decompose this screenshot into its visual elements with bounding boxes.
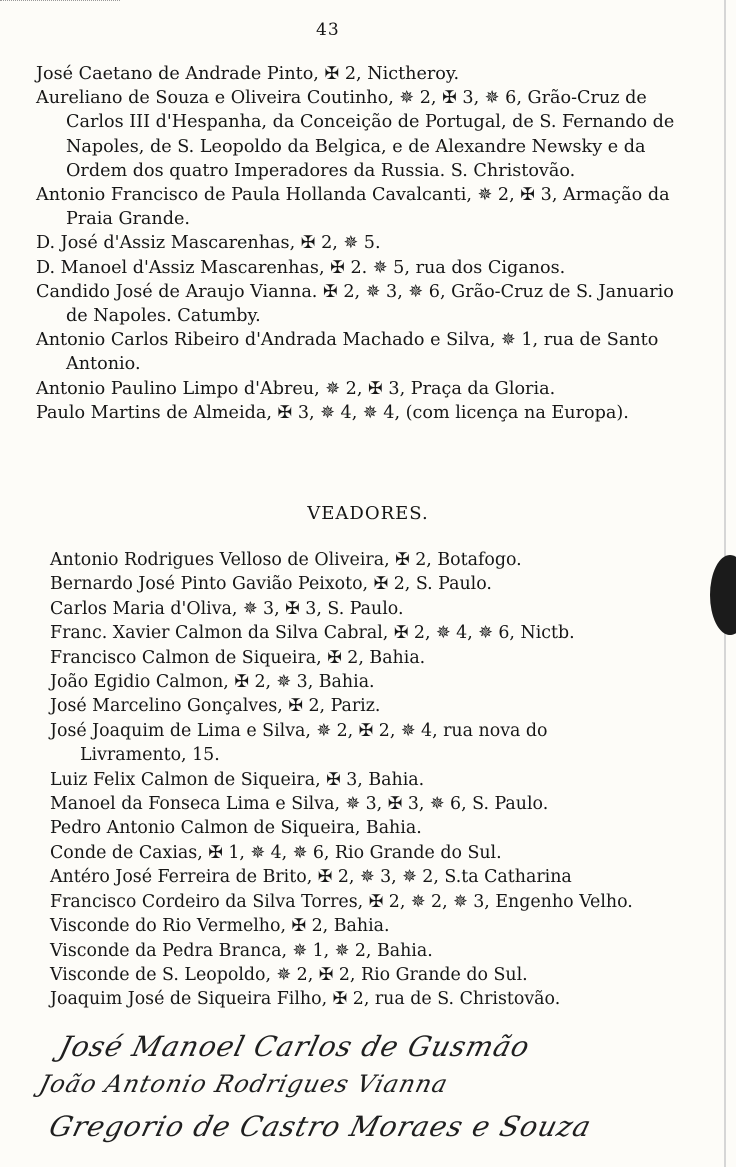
list-item: Aureliano de Souza e Oliveira Coutinho, ✵ 2, ✠ 3, ✵ 6, Grão-Cruz de Carlos III d'Hespanha, da Conceição de Portugal, de S. Fernando de Napoles, de S. Leopoldo da Belgica, e de Alexandre Newsky e da Ordem dos quatro Imperadores da Russia. S. Christovão.: [36, 88, 675, 181]
entries-list-veadores: [50, 548, 650, 1012]
entries-list-top: [36, 62, 676, 425]
list-item: Visconde da Pedra Branca, ✵ 1, ✵ 2, Bahia.: [50, 940, 433, 961]
section-heading: VEADORES.: [307, 503, 429, 524]
list-item: Luiz Felix Calmon de Siqueira, ✠ 3, Bahia.: [50, 769, 425, 790]
list-item: Antonio Francisco de Paula Hollanda Cavalcanti, ✵ 2, ✠ 3, Armação da Praia Grande.: [36, 185, 670, 230]
list-item: Joaquim José de Siqueira Filho, ✠ 2, rua de S. Christovão.: [50, 989, 561, 1010]
list-item: Francisco Calmon de Siqueira, ✠ 2, Bahia.: [50, 647, 426, 668]
page-number: 43: [316, 20, 340, 40]
list-item: Antonio Carlos Ribeiro d'Andrada Machado e Silva, ✵ 1, rua de Santo Antonio.: [36, 330, 659, 375]
signature-1: José Manoel Carlos de Gusmão: [55, 1030, 534, 1063]
list-item: José Joaquim de Lima e Silva, ✵ 2, ✠ 2, ✵ 4, rua nova do Livramento, 15.: [50, 720, 548, 766]
list-item: José Marcelino Gonçalves, ✠ 2, Pariz.: [50, 696, 381, 717]
signature-3: Gregorio de Castro Moraes e Souza: [45, 1110, 596, 1143]
list-item: Antonio Rodrigues Velloso de Oliveira, ✠ 2, Botafogo.: [50, 550, 522, 570]
list-item: Carlos Maria d'Oliva, ✵ 3, ✠ 3, S. Paulo.: [50, 598, 404, 619]
signature-2: João Antonio Rodrigues Vianna: [36, 1070, 452, 1098]
list-item: Paulo Martins de Almeida, ✠ 3, ✵ 4, ✵ 4, (com licença na Europa).: [36, 402, 629, 423]
list-item: Antonio Paulino Limpo d'Abreu, ✵ 2, ✠ 3, Praça da Gloria.: [36, 378, 556, 399]
list-item: João Egidio Calmon, ✠ 2, ✵ 3, Bahia.: [50, 672, 375, 693]
list-item: Pedro Antonio Calmon de Siqueira, Bahia.: [50, 818, 422, 839]
list-item: Bernardo José Pinto Gavião Peixoto, ✠ 2, S. Paulo.: [50, 574, 492, 595]
list-item: Candido José de Araujo Vianna. ✠ 2, ✵ 3, ✵ 6, Grão-Cruz de S. Januario de Napoles. Catumby.: [36, 281, 674, 327]
list-item: Conde de Caxias, ✠ 1, ✵ 4, ✵ 6, Rio Grande do Sul.: [50, 842, 502, 863]
list-item: Franc. Xavier Calmon da Silva Cabral, ✠ 2, ✵ 4, ✵ 6, Nictb.: [50, 623, 575, 644]
list-item: Visconde do Rio Vermelho, ✠ 2, Bahia.: [50, 916, 390, 937]
list-item: José Caetano de Andrade Pinto, ✠ 2, Nictheroy.: [36, 64, 460, 84]
binding-shadow: [710, 555, 736, 635]
list-item: D. Manoel d'Assiz Mascarenhas, ✠ 2. ✵ 5, rua dos Ciganos.: [36, 257, 566, 278]
handwritten-signatures: [20, 1030, 660, 1167]
list-item: D. José d'Assiz Mascarenhas, ✠ 2, ✵ 5.: [36, 233, 381, 254]
list-item: Manoel da Fonseca Lima e Silva, ✵ 3, ✠ 3, ✵ 6, S. Paulo.: [50, 794, 549, 815]
list-item: Antéro José Ferreira de Brito, ✠ 2, ✵ 3, ✵ 2, S.ta Catharina: [50, 867, 572, 888]
list-item: Francisco Cordeiro da Silva Torres, ✠ 2, ✵ 2, ✵ 3, Engenho Velho.: [50, 891, 633, 912]
top-margin-marks: [0, 0, 120, 7]
list-item: Visconde de S. Leopoldo, ✵ 2, ✠ 2, Rio Grande do Sul.: [50, 964, 528, 985]
